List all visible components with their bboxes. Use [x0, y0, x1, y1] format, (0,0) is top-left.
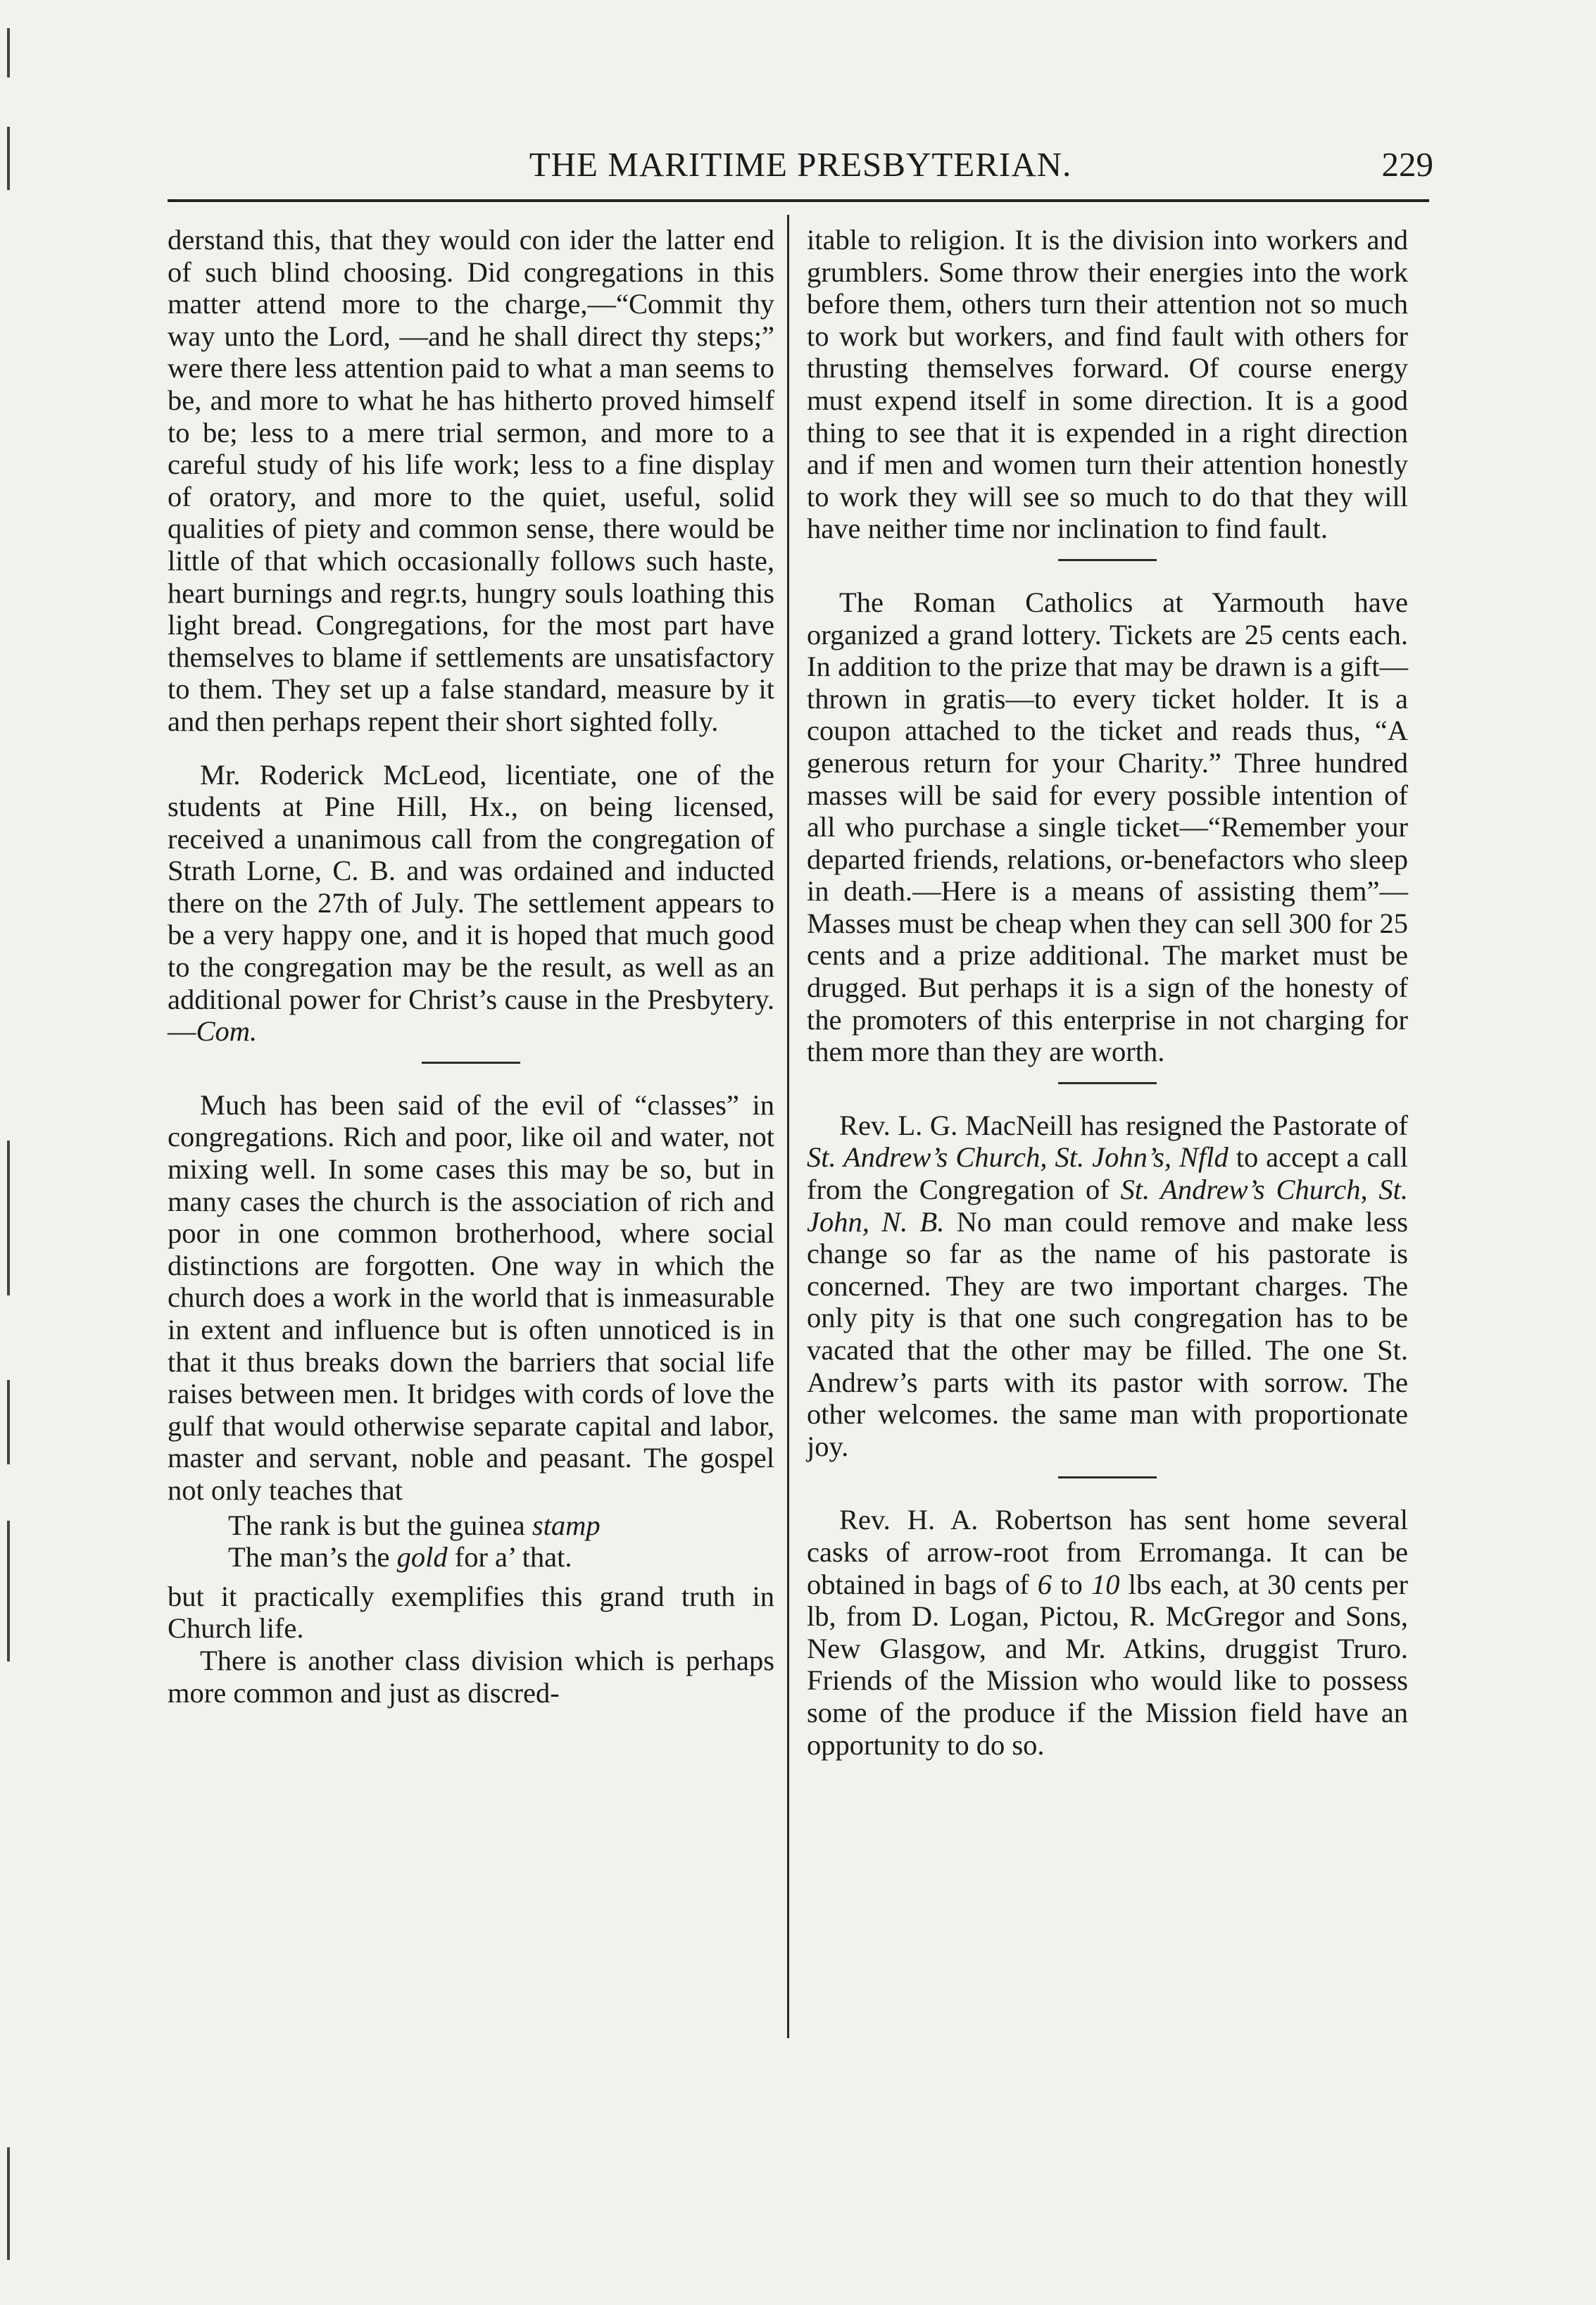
running-title: THE MARITIME PRESBYTERIAN. — [529, 145, 1072, 184]
article-paragraph: itable to religion. It is the division into workers and grumblers. Some throw their energies into the work before them, others turn their attention not so much to work but workers, and find fault with others for thrusting themselves forward. Of course energy must expend itself in some direction. It is a good thing to see that it is expended in a right direction and if men and women turn their attention honestly to work they will see so much to do that they will have neither time nor inclination to find fault. — [807, 224, 1408, 545]
article-text: Mr. Roderick McLeod, licentiate, one of the students at Pine Hill, Hx., on being licensed, received a unanimous call from the congregation of Strath Lorne, C. B. and was ordained and inducted there on the 27th of July. The settlement appears to be a very happy one, and it is hoped that much good to the congregation may be the result, as well as an additional power for Christ’s cause in the Presbytery.— — [168, 758, 774, 1048]
section-separator — [1058, 1476, 1157, 1478]
section-separator — [422, 1062, 520, 1064]
article-text: to accept a call from the Congregation of — [807, 1141, 1408, 1206]
verse-text: for a’ that. — [447, 1541, 572, 1574]
page-number: 229 — [1381, 145, 1433, 184]
binding-mark — [7, 1141, 10, 1295]
verse-emphasis: stamp — [532, 1509, 601, 1541]
binding-mark — [7, 28, 10, 77]
article-emphasis: St. Andrew’s Church, St. John, N. B. — [807, 1174, 1408, 1238]
verse-quote — [228, 1509, 774, 1574]
binding-mark — [7, 2147, 10, 2260]
article-emphasis: 6 — [1037, 1568, 1053, 1600]
article-text: to — [1052, 1568, 1091, 1600]
verse-emphasis: gold — [396, 1541, 448, 1574]
section-separator — [1058, 1082, 1157, 1084]
verse-line — [228, 1541, 774, 1574]
article-text: lbs each, at 30 cents per lb, from D. Logan, Pictou, R. McGregor and Sons, New Glasgow, and Mr. Atkins, druggist Truro. Friends of the Mission who would like to possess some of the produce if the Mission field have an opportunity to do so. — [807, 1568, 1408, 1761]
article-text: Rev. L. G. MacNeill has resigned the Pastorate of — [839, 1109, 1408, 1141]
verse-line — [228, 1509, 774, 1542]
column-divider — [787, 215, 789, 2038]
article-signature: Com. — [196, 1015, 258, 1048]
article-paragraph: The Roman Catholics at Yarmouth have organized a grand lottery. Tickets are 25 cents each. In addition to the prize that may be drawn is a gift—thrown in gratis—to every ticket holder. It is a coupon attached to the ticket and reads thus, “A generous return for your Charity.” Three hundred masses will be said for every possible intention of all who purchase a single ticket—“Remember your departed friends, relations, or-benefactors who sleep in death.—Here is a means of assisting them”—Masses must be cheap when they can sell 300 for 25 cents and a prize additional. The market must be drugged. But perhaps it is a sign of the honesty of the promoters of this enterprise in not charging for them more than they are worth. — [807, 586, 1408, 1068]
verse-text: The man’s the — [228, 1541, 397, 1574]
article-text: Rev. H. A. Robertson has sent home several casks of arrow-root from Erromanga. It can be obtained in bags of — [807, 1504, 1408, 1600]
binding-marks — [0, 0, 28, 2305]
article-emphasis: St. Andrew’s Church, St. John’s, Nfld — [807, 1141, 1229, 1174]
article-emphasis: 10 — [1091, 1568, 1120, 1600]
article-paragraph: but it practically exemplifies this grand truth in Church life. — [168, 1580, 774, 1645]
binding-mark — [7, 127, 10, 190]
binding-mark — [7, 1380, 10, 1464]
section-separator — [1058, 559, 1157, 561]
article-paragraph: There is another class division which is perhaps more common and just as discred- — [168, 1644, 774, 1709]
right-column — [807, 224, 1408, 1761]
article-paragraph — [168, 759, 774, 1048]
binding-mark — [7, 1521, 10, 1662]
article-paragraph — [807, 1504, 1408, 1761]
article-paragraph — [807, 1110, 1408, 1463]
left-column — [168, 224, 774, 1709]
verse-text: The rank is but the guinea — [228, 1509, 532, 1541]
article-paragraph: Much has been said of the evil of “classes” in congregations. Rich and poor, like oil and water, not mixing well. In some cases this may be so, but in many cases the church is the association of rich and poor in one common brotherhood, where social distinctions are forgotten. One way in which the church does a work in the world that is inmeasurable in extent and influence but is often unnoticed is in that it thus breaks down the barriers that social life raises between men. It bridges with cords of love the gulf that would otherwise separate capital and labor, master and servant, noble and peasant. The gospel not only teaches that — [168, 1088, 774, 1506]
page-header — [168, 144, 1433, 194]
header-rule — [168, 199, 1429, 202]
article-text: No man could remove and make less change so far as the name of his pastorate is concerned. They are two important charges. The only pity is that one such congregation has to be vacated that the other may be filled. The one St. Andrew’s parts with its pastor with sorrow. The other welcomes. the same man with proportionate joy. — [807, 1205, 1409, 1462]
article-paragraph: derstand this, that they would con ider the latter end of such blind choosing. Did congregations in this matter attend more to the charge,—“Commit thy way unto the Lord, —and he shall direct thy steps;” were there less attention paid to what a man seems to be, and more to what he has hitherto proved himself to be; less to a mere trial sermon, and more to a careful study of his life work; less to a fine display of oratory, and more to the quiet, useful, solid qualities of piety and common sense, there would be little of that which occasionally follows such haste, heart burnings and regr.ts, hungry souls loathing this light bread. Congregations, for the most part have themselves to blame if settlements are unsatisfactory to them. They set up a false standard, measure by it and then perhaps repent their short sighted folly. — [168, 224, 774, 737]
